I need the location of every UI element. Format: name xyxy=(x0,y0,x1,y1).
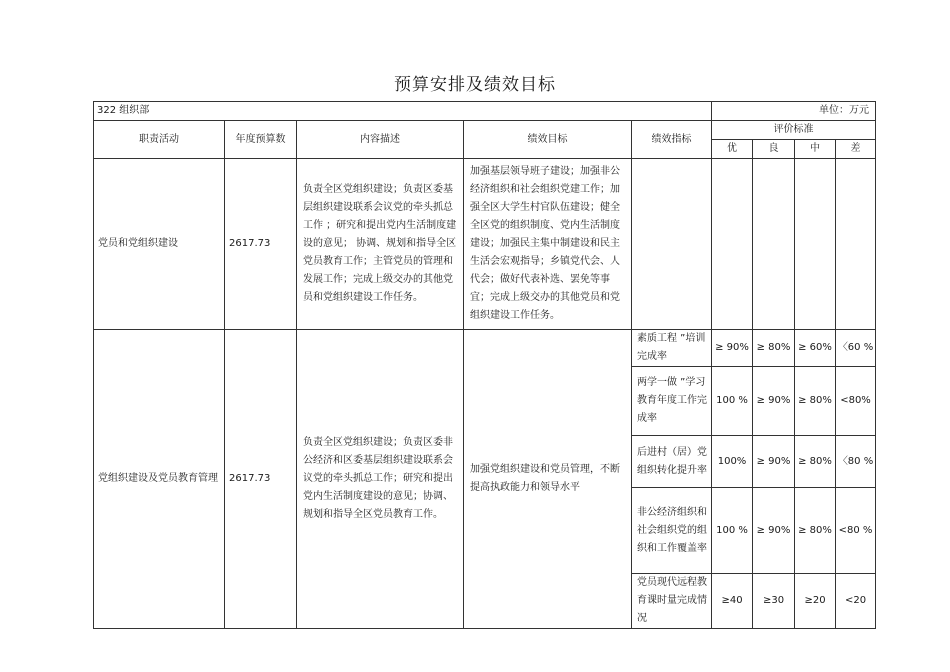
content-cell: 负责全区党组织建设；负责区委基层组织建设联系会议党的牵头抓总工作 ；研究和提出党内生活制度建设的意见； 协调、规划和指导全区党员教育工作；主管党员的管理和发展工作；完成上级交办的其他党员和党组织建设工作任务。 xyxy=(297,159,464,330)
header-criteria: 评价标准 xyxy=(712,121,876,140)
goal-cell: 加强党组织建设和党员管理，不断提高执政能力和领导水平 xyxy=(464,330,632,629)
indicator-cell xyxy=(632,159,712,330)
criteria-poor: 〈60 % xyxy=(836,330,876,367)
criteria-medium: ≥ 80% xyxy=(795,488,836,574)
header-activity: 职责活动 xyxy=(94,121,225,159)
table-row xyxy=(94,330,876,367)
table-row xyxy=(94,159,876,330)
indicator-name: 非公经济组织和社会组织党的组织和工作覆盖率 xyxy=(632,488,712,574)
criteria-good: ≥ 90% xyxy=(753,488,795,574)
criteria-good-cell xyxy=(753,159,795,330)
criteria-good: ≥ 80% xyxy=(753,330,795,367)
criteria-excellent: 100 % xyxy=(712,488,753,574)
criteria-good: ≥ 90% xyxy=(753,367,795,436)
criteria-medium: ≥ 60% xyxy=(795,330,836,367)
criteria-medium-cell xyxy=(795,159,836,330)
criteria-poor: <20 xyxy=(836,574,876,629)
header-good: 良 xyxy=(753,140,795,159)
header-excellent: 优 xyxy=(712,140,753,159)
criteria-excellent: ≥40 xyxy=(712,574,753,629)
header-content: 内容描述 xyxy=(297,121,464,159)
header-goal: 绩效目标 xyxy=(464,121,632,159)
header-indicator: 绩效指标 xyxy=(632,121,712,159)
criteria-poor: <80 % xyxy=(836,488,876,574)
header-budget: 年度预算数 xyxy=(225,121,297,159)
indicator-name: 后进村（居）党组织转化提升率 xyxy=(632,436,712,488)
criteria-poor: <80% xyxy=(836,367,876,436)
criteria-excellent: 100 % xyxy=(712,367,753,436)
activity-cell: 党组织建设及党员教育管理 xyxy=(94,330,225,629)
criteria-good: ≥ 90% xyxy=(753,436,795,488)
header-medium: 中 xyxy=(795,140,836,159)
criteria-excellent-cell xyxy=(712,159,753,330)
department-label: 322 组织部 xyxy=(94,102,712,121)
budget-table xyxy=(93,101,876,629)
page-title: 预算安排及绩效目标 xyxy=(394,75,556,95)
budget-cell: 2617.73 xyxy=(225,330,297,629)
criteria-medium: ≥ 80% xyxy=(795,436,836,488)
budget-cell: 2617.73 xyxy=(225,159,297,330)
criteria-excellent: ≥ 90% xyxy=(712,330,753,367)
indicator-name: 素质工程 ”培训完成率 xyxy=(632,330,712,367)
indicator-name: 党员现代远程教育课时量完成情况 xyxy=(632,574,712,629)
criteria-good: ≥30 xyxy=(753,574,795,629)
indicator-name: 两学一做 ”学习教育年度工作完成率 xyxy=(632,367,712,436)
activity-cell: 党员和党组织建设 xyxy=(94,159,225,330)
unit-label: 单位：万元 xyxy=(712,102,876,121)
header-poor: 差 xyxy=(836,140,876,159)
criteria-excellent: 100% xyxy=(712,436,753,488)
criteria-medium: ≥20 xyxy=(795,574,836,629)
criteria-poor: 〈80 % xyxy=(836,436,876,488)
content-cell: 负责全区党组织建设；负责区委非公经济和区委基层组织建设联系会议党的牵头抓总工作；研究和提出党内生活制度建设的意见；协调、规划和指导全区党员教育工作。 xyxy=(297,330,464,629)
criteria-poor-cell xyxy=(836,159,876,330)
criteria-medium: ≥ 80% xyxy=(795,367,836,436)
goal-cell: 加强基层领导班子建设；加强非公经济组织和社会组织党建工作；加强全区大学生村官队伍建设；健全全区党的组织制度、党内生活制度建设；加强民主集中制建设和民主生活会宏观指导；乡镇党代会、人代会；做好代表补选、罢免等事宜；完成上级交办的其他党员和党组织建设工作任务。 xyxy=(464,159,632,330)
